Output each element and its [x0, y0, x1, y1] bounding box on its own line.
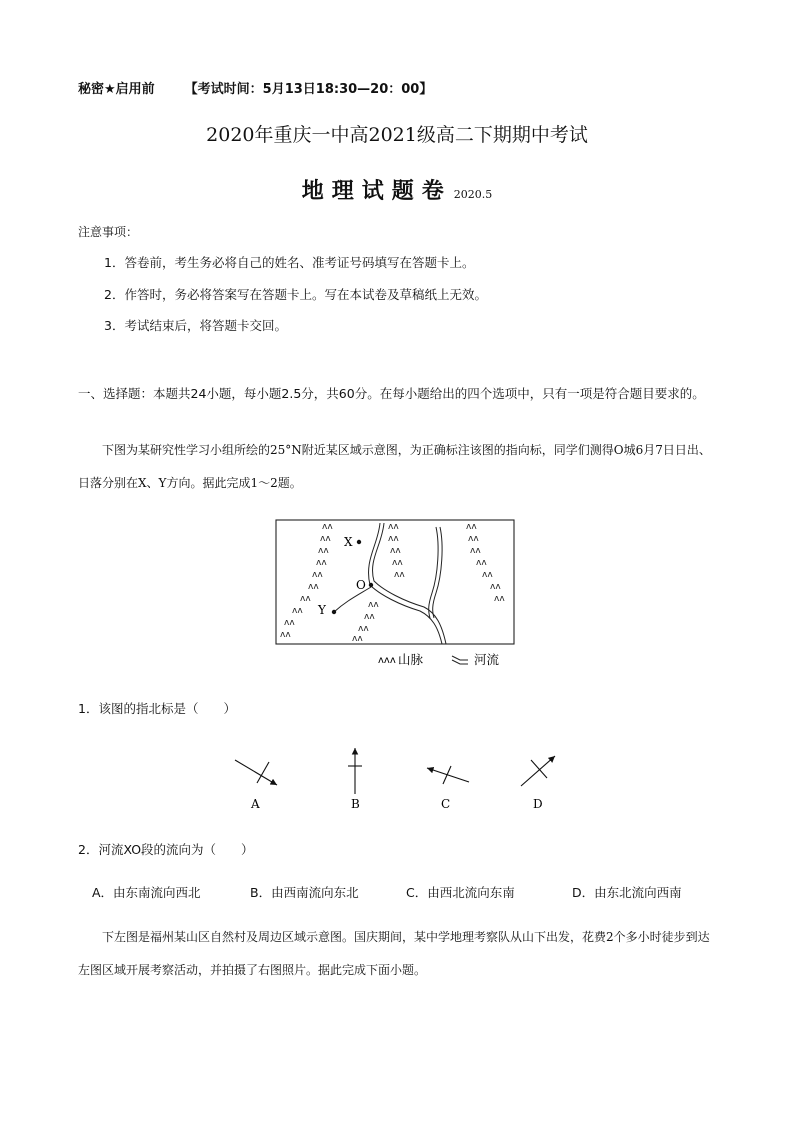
svg-text:ʌʌ: ʌʌ — [490, 582, 501, 592]
svg-text:ʌʌ: ʌʌ — [392, 558, 403, 568]
svg-text:ʌʌ: ʌʌ — [284, 618, 295, 628]
svg-text:ʌʌ: ʌʌ — [482, 570, 493, 580]
svg-text:ʌʌ: ʌʌ — [280, 630, 291, 640]
svg-text:ʌʌ: ʌʌ — [318, 546, 329, 556]
point-o — [369, 583, 373, 587]
exam-title: 2020年重庆一中高2021级高二下期期中考试 — [206, 124, 588, 146]
point-x — [357, 540, 361, 544]
option-a-label: A — [251, 797, 260, 811]
choice-b: B．由西南流向东北 — [250, 885, 359, 900]
note-item: 2．作答时，务必将答案写在答题卡上。写在本试卷及草稿纸上无效。 — [104, 287, 487, 302]
svg-text:ʌʌ: ʌʌ — [358, 624, 369, 634]
svg-text:ʌʌ: ʌʌ — [352, 634, 363, 644]
label-o: O — [356, 578, 366, 592]
section-heading: 一、选择题：本题共24小题，每小题2.5分，共60分。在每小题给出的四个选项中，只有一项是符合题目要求的。 — [78, 386, 705, 401]
svg-text:ʌʌ: ʌʌ — [468, 534, 479, 544]
secret-label: 秘密★启用前 — [78, 82, 155, 97]
north-arrow-options — [225, 738, 565, 816]
option-d-label: D — [533, 797, 543, 811]
north-arrow-d-icon — [521, 756, 555, 786]
legend-river-label: 河流 — [474, 652, 500, 667]
svg-text:ʌʌ: ʌʌ — [388, 522, 399, 532]
svg-text:ʌʌ: ʌʌ — [300, 594, 311, 604]
choice-a: A．由东南流向西北 — [92, 885, 201, 900]
note-item: 1．答卷前，考生务必将自己的姓名、准考证号码填写在答题卡上。 — [104, 255, 475, 270]
svg-text:ʌʌ: ʌʌ — [470, 546, 481, 556]
mountain-icon — [280, 522, 505, 644]
svg-text:ʌʌ: ʌʌ — [466, 522, 477, 532]
label-y: Y — [318, 603, 326, 617]
svg-text:ʌʌ: ʌʌ — [292, 606, 303, 616]
option-b-label: B — [351, 797, 360, 811]
question-1-stem: 1．该图的指北标是（ ） — [78, 701, 236, 716]
svg-text:ʌʌ: ʌʌ — [312, 570, 323, 580]
point-y — [332, 610, 336, 614]
svg-text:ʌʌ: ʌʌ — [322, 522, 333, 532]
svg-text:ʌʌ: ʌʌ — [388, 534, 399, 544]
north-arrow-b-icon — [348, 748, 362, 794]
intro-paragraph-2: 下左图是福州某山区自然村及周边区域示意图。国庆期间，某中学地理考察队从山下出发，花费2个多小时徒步到达左图区域开展考察活动，并拍摄了右图照片。据此完成下面小题。 — [78, 930, 710, 977]
option-c-label: C — [441, 797, 451, 811]
svg-text:ʌʌ: ʌʌ — [494, 594, 505, 604]
exam-time: 【考试时间：5月13日18:30—20：00】 — [184, 82, 433, 97]
north-arrow-c-icon — [427, 766, 469, 784]
subject-title: 地理试题卷 — [301, 178, 452, 204]
choice-d: D．由东北流向西南 — [572, 885, 682, 900]
notes-heading: 注意事项： — [78, 225, 139, 239]
svg-text:ʌʌ: ʌʌ — [390, 546, 401, 556]
svg-text:ʌʌ: ʌʌ — [320, 534, 331, 544]
legend-mountain-label: 山脉 — [398, 652, 424, 667]
svg-text:ʌʌ: ʌʌ — [364, 612, 375, 622]
note-item: 3．考试结束后，将答题卡交回。 — [104, 318, 287, 333]
subject-date: 2020.5 — [453, 188, 493, 201]
svg-text:ʌʌ: ʌʌ — [394, 570, 405, 580]
question-2-stem: 2．河流XO段的流向为（ ） — [78, 842, 254, 857]
subject-line — [0, 174, 794, 205]
svg-text:ʌʌ: ʌʌ — [308, 582, 319, 592]
header-line — [78, 78, 432, 97]
intro-paragraph-1: 下图为某研究性学习小组所绘的25°N附近某区域示意图，为正确标注该图的指向标，同学们测得O城6月7日日出、日落分别在X、Y方向。据此完成1～2题。 — [78, 443, 711, 490]
choice-c: C．由西北流向东南 — [406, 885, 515, 900]
svg-text:ʌʌ: ʌʌ — [316, 558, 327, 568]
svg-text:ʌʌ: ʌʌ — [476, 558, 487, 568]
label-x: X — [344, 535, 353, 549]
legend-mountain-icon: ʌʌʌ — [378, 655, 396, 666]
legend-river-icon — [452, 656, 468, 660]
svg-text:ʌʌ: ʌʌ — [368, 600, 379, 610]
north-arrow-a-icon — [235, 760, 277, 785]
region-map — [270, 515, 520, 675]
